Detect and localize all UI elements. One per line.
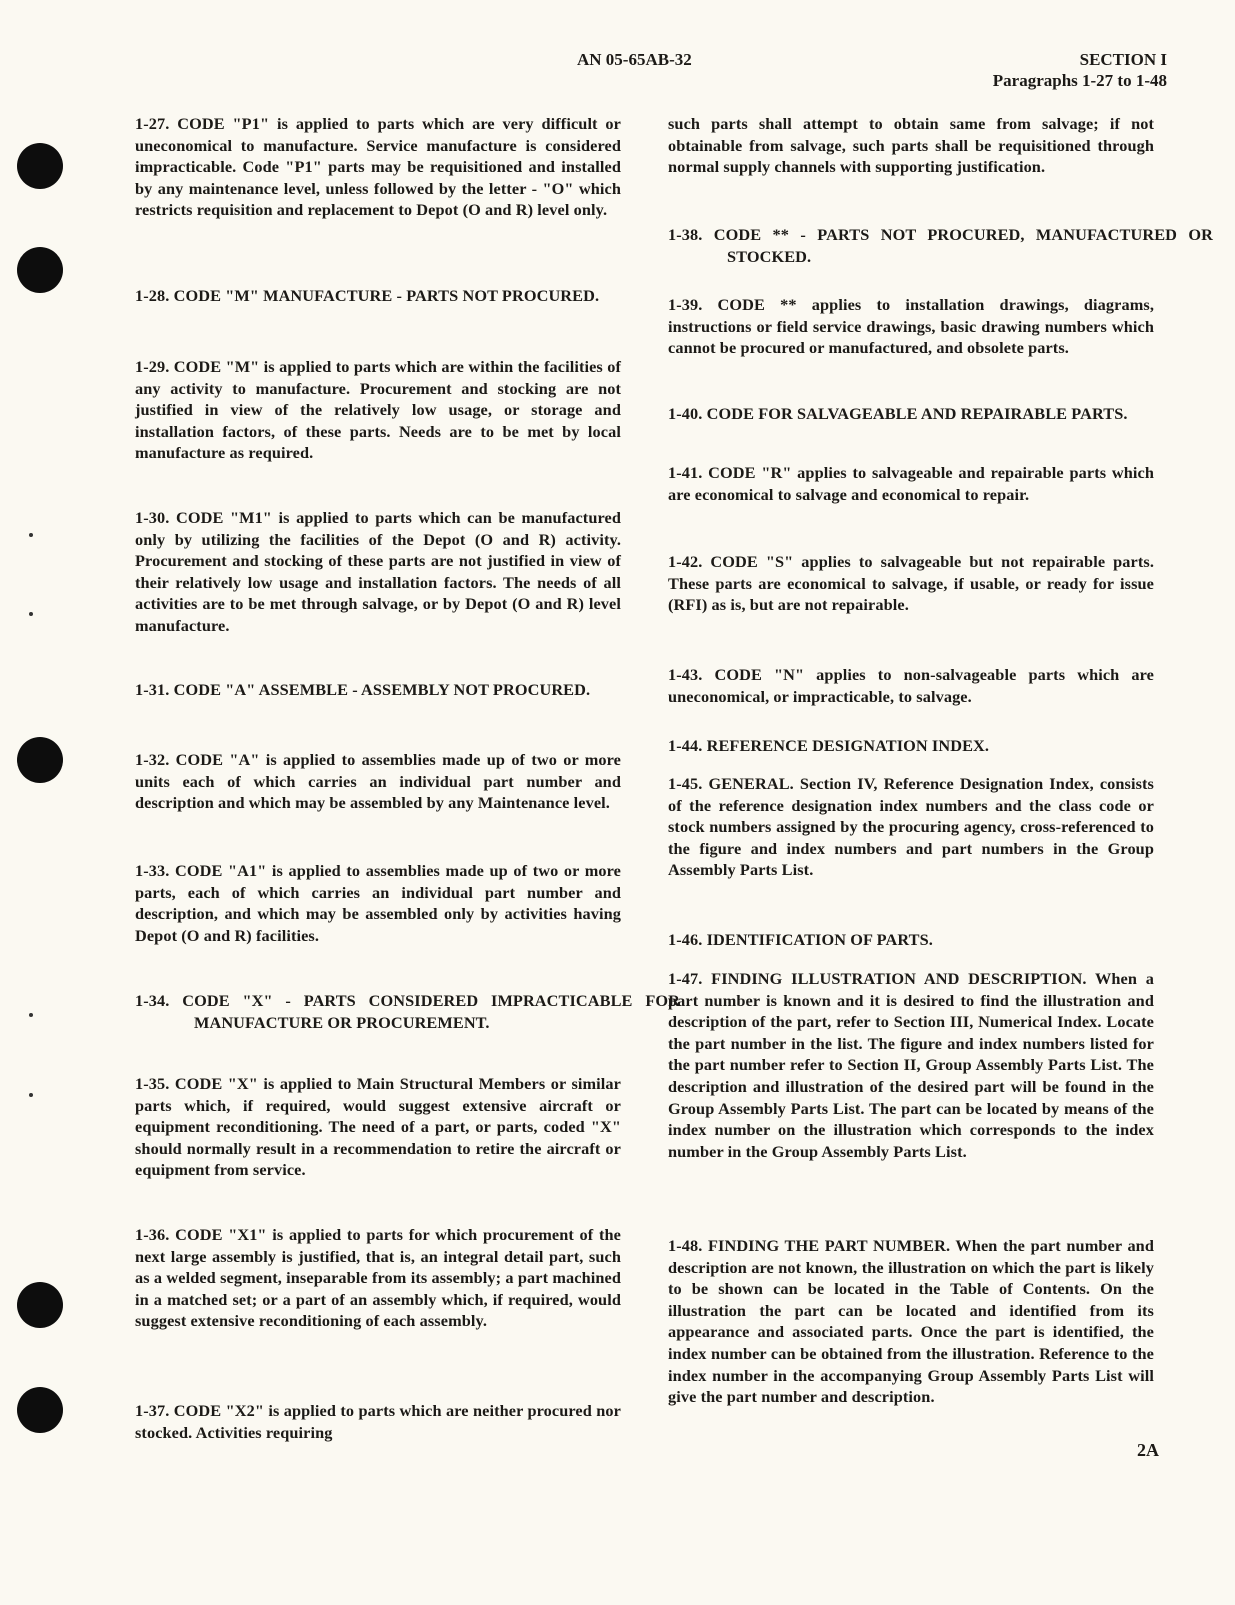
paragraph-1-32: 1-32. CODE "A" is applied to assemblies made up of two or more units each of which carries an individual part number and description and which may be assembled by any Maintenance level. bbox=[135, 750, 621, 813]
heading-1-31: 1-31. CODE "A" ASSEMBLE - ASSEMBLY NOT PROCURED. bbox=[135, 680, 591, 699]
paragraph-1-43: 1-43. CODE "N" applies to non-salvageable parts which are uneconomical, or impracticable, to salvage. bbox=[668, 665, 1154, 706]
paragraph-range: Paragraphs 1-27 to 1-48 bbox=[992, 71, 1167, 90]
paragraph-1-29: 1-29. CODE "M" is applied to parts which are within the facilities of any activity to manufacture. Procurement and stocking are not justified in view of the relatively low usage, or storage and installation factors, of these parts. Needs are to be met by local manufacture as required. bbox=[135, 357, 621, 463]
paragraph-1-30: 1-30. CODE "M1" is applied to parts which can be manufactured only by utilizing the facilities of the Depot (O and R) activity. Procurement and stocking of these parts are not justified in view of their relatively low usage and installation factors. The needs of all activities are to be met through salvage, or by Depot (O and R) level manufacture. bbox=[135, 508, 621, 635]
paragraph-1-27: 1-27. CODE "P1" is applied to parts which are very difficult or uneconomical to manufacture. Service manufacture is considered impracticable. Code "P1" parts may be requisitioned and installed by any maintenance level, unless followed by the letter - "O" which restricts requisition and replacement to Depot (O and R) level only. bbox=[135, 114, 621, 220]
paragraph-1-39: 1-39. CODE ** applies to installation drawings, diagrams, instructions or field service drawings, basic drawing numbers which cannot be procured or manufactured, and obsolete parts. bbox=[668, 295, 1154, 358]
speck bbox=[29, 1013, 33, 1017]
heading-1-34: 1-34. CODE "X" - PARTS CONSIDERED IMPRACTICABLE FOR MANUFACTURE OR PROCUREMENT. bbox=[135, 991, 680, 1032]
section-label: SECTION I bbox=[1079, 50, 1167, 69]
speck bbox=[29, 1093, 33, 1097]
page-number: 2A bbox=[1137, 1440, 1159, 1460]
speck bbox=[29, 612, 33, 616]
binder-hole bbox=[17, 247, 63, 293]
paragraph-1-45: 1-45. GENERAL. Section IV, Reference Designation Index, consists of the reference designation index numbers and the class code or stock numbers assigned by the procuring agency, cross-referenced to the figure and index numbers and part numbers in the Group Assembly Parts List. bbox=[668, 774, 1154, 880]
paragraph-1-36: 1-36. CODE "X1" is applied to parts for which procurement of the next large assembly is justified, that is, an integral detail part, such as a welded segment, inseparable from its assembly; a part machined in a matched set; or a part of an assembly which, if required, would suggest extensive reconditioning of each assembly. bbox=[135, 1225, 621, 1331]
paragraph-1-37: 1-37. CODE "X2" is applied to parts which are neither procured nor stocked. Activities requiring bbox=[135, 1401, 621, 1442]
binder-hole bbox=[17, 143, 63, 189]
paragraph-1-42: 1-42. CODE "S" applies to salvageable but not repairable parts. These parts are economical to salvage, if usable, or ready for issue (RFI) as is, but are not repairable. bbox=[668, 552, 1154, 615]
paragraph-1-33: 1-33. CODE "A1" is applied to assemblies made up of two or more parts, each of which carries an individual part number and description, and which may be assembled only by activities having Depot (O and R) facilities. bbox=[135, 861, 621, 945]
paragraph-1-41: 1-41. CODE "R" applies to salvageable and repairable parts which are economical to salvage and economical to repair. bbox=[668, 463, 1154, 504]
document-number: AN 05-65AB-32 bbox=[577, 50, 692, 69]
paragraph-1-48: 1-48. FINDING THE PART NUMBER. When the part number and description are not known, the illustration on which the part is likely to be shown can be located in the Table of Contents. On the illustration the part can be located and identified from its appearance and associated parts. Once the part is identified, the index number can be obtained from the illustration. Reference to the index number in the accompanying Group Assembly Parts List will give the part number and description. bbox=[668, 1236, 1154, 1407]
binder-hole bbox=[17, 737, 63, 783]
speck bbox=[29, 533, 33, 537]
heading-1-44: 1-44. REFERENCE DESIGNATION INDEX. bbox=[668, 736, 990, 755]
heading-1-46: 1-46. IDENTIFICATION OF PARTS. bbox=[668, 930, 933, 949]
heading-1-38: 1-38. CODE ** - PARTS NOT PROCURED, MANUFACTURED OR STOCKED. bbox=[668, 225, 1213, 266]
paragraph-1-37-continued: such parts shall attempt to obtain same from salvage; if not obtainable from salvage, such parts shall be requisitioned through normal supply channels with supporting justification. bbox=[668, 114, 1154, 177]
paragraph-1-47: 1-47. FINDING ILLUSTRATION AND DESCRIPTION. When a part number is known and it is desired to find the illustration and description of the part, refer to Section III, Numerical Index. Locate the part number in the list. The figure and index numbers listed for the part number refer to Section II, Group Assembly Parts List. The description and illustration of the desired part will be found in the Group Assembly Parts List. The part can be located by means of the index number on the illustration which corresponds to the index number in the Group Assembly Parts List. bbox=[668, 969, 1154, 1161]
binder-hole bbox=[17, 1387, 63, 1433]
heading-1-40: 1-40. CODE FOR SALVAGEABLE AND REPAIRABLE PARTS. bbox=[668, 404, 1128, 423]
binder-hole bbox=[17, 1282, 63, 1328]
paragraph-1-35: 1-35. CODE "X" is applied to Main Structural Members or similar parts which, if required, would suggest extensive aircraft or equipment reconditioning. The need of a part, or parts, coded "X" should normally result in a recommendation to retire the aircraft or equipment from service. bbox=[135, 1074, 621, 1180]
heading-1-28: 1-28. CODE "M" MANUFACTURE - PARTS NOT PROCURED. bbox=[135, 286, 600, 305]
